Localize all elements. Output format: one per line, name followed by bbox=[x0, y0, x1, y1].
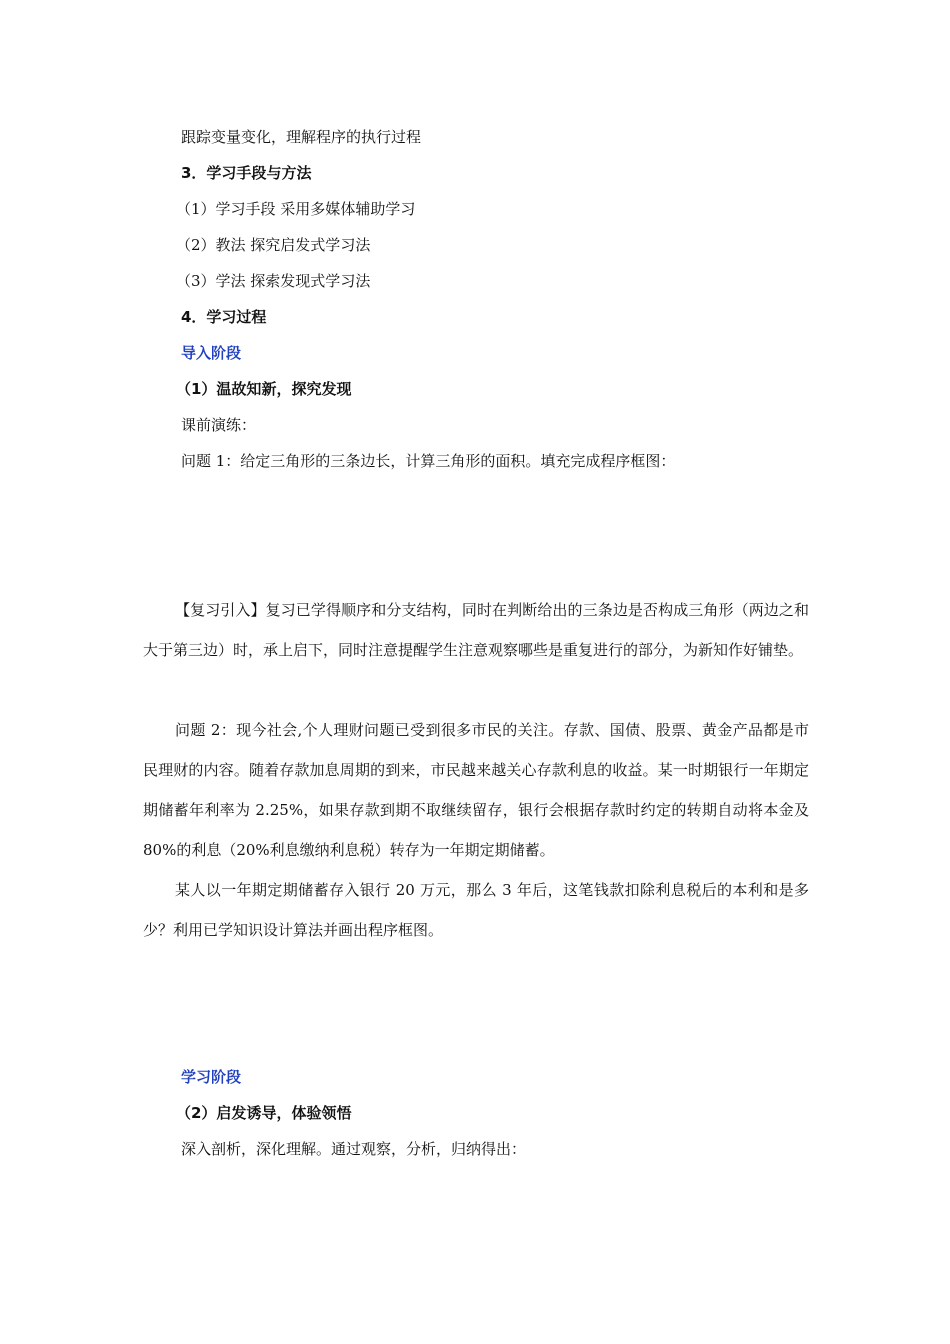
text-line: 课前演练： bbox=[181, 416, 257, 434]
stage-heading-learning: 学习阶段 bbox=[181, 1068, 242, 1086]
method-item-1: （1）学习手段 采用多媒体辅助学习 bbox=[176, 200, 416, 218]
text-line: 跟踪变量变化，理解程序的执行过程 bbox=[181, 128, 422, 146]
method-item-2: （2）教法 探究启发式学习法 bbox=[176, 236, 371, 254]
method-item-3: （3）学法 探索发现式学习法 bbox=[176, 272, 371, 290]
question-2-paragraph: 问题 2：现今社会,个人理财问题已受到很多市民的关注。存款、国债、股票、黄金产品都是市民理财的内容。随着存款加息周期的到来，市民越来越关心存款利息的收益。某一时期银行一年期定期储蓄年利率为 2.25%，如果存款到期不取继续留存，银行会根据存款时约定的转期自动将本金及 80%的利息（20%利息缴纳利息税）转存为一年期定期储蓄。 bbox=[143, 721, 809, 859]
text-line: 深入剖析，深化理解。通过观察，分析，归纳得出： bbox=[181, 1140, 527, 1158]
stage-heading-intro: 导入阶段 bbox=[181, 344, 242, 362]
section-heading-3: 3．学习手段与方法 bbox=[181, 164, 312, 182]
subheading-2: （2）启发诱导，体验领悟 bbox=[176, 1104, 352, 1122]
review-paragraph: 【复习引入】复习已学得顺序和分支结构，同时在判断给出的三条边是否构成三角形（两边之和大于第三边）时，承上启下，同时注意提醒学生注意观察哪些是重复进行的部分，为新知作好铺垫。 bbox=[143, 601, 809, 659]
subheading-1: （1）温故知新，探究发现 bbox=[176, 380, 352, 398]
question-2-continuation: 某人以一年期定期储蓄存入银行 20 万元，那么 3 年后，这笔钱款扣除利息税后的本利和是多少？利用已学知识设计算法并画出程序框图。 bbox=[143, 881, 809, 939]
section-heading-4: 4．学习过程 bbox=[181, 308, 267, 326]
question-1: 问题 1：给定三角形的三条边长，计算三角形的面积。填充完成程序框图： bbox=[181, 452, 676, 470]
